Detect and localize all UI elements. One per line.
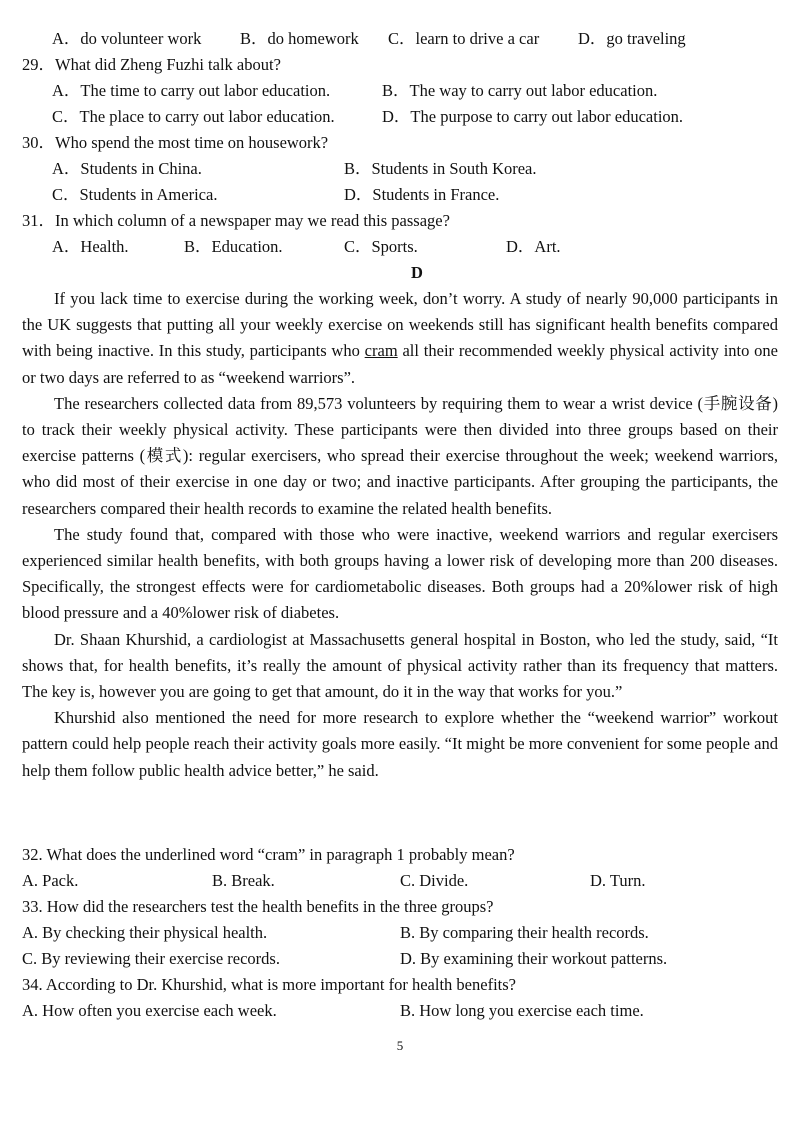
q33-option-a: A. By checking their physical health.: [22, 923, 268, 942]
q33-stem: 33. How did the researchers test the health benefits in the three groups?: [22, 897, 494, 916]
q33-option-d: D. By examining their workout patterns.: [400, 949, 668, 968]
q32-option-d: D. Turn.: [590, 871, 646, 890]
q28-option-c: C．learn to drive a car: [388, 29, 540, 48]
q32-option-c: C. Divide.: [400, 871, 469, 890]
q30-option-a: A．Students in China.: [52, 159, 202, 178]
passage-paragraph-1: [22, 286, 778, 391]
q29-option-b: B．The way to carry out labor education.: [382, 81, 658, 100]
passage: [22, 286, 778, 784]
q30-stem: 30．Who spend the most time on housework?: [22, 133, 329, 152]
q32-option-a: A. Pack.: [22, 871, 79, 890]
q29-option-a: A．The time to carry out labor education.: [52, 81, 331, 100]
q29-option-d: D．The purpose to carry out labor education.: [382, 107, 684, 126]
page-number: 5: [396, 1038, 404, 1053]
q31-option-c: C．Sports.: [344, 237, 418, 256]
passage-paragraph-4: Dr. Shaan Khurshid, a cardiologist at Massachusetts general hospital in Boston, who led the study, said, “It shows that, for health benefits, it’s really the amount of physical activity rather than its frequency that matters. The key is, however you are going to get that amount, do it in the way that works for you.”: [22, 629, 778, 702]
q33-option-b: B. By comparing their health records.: [400, 923, 649, 942]
q30-option-b: B．Students in South Korea.: [344, 159, 537, 178]
q32-stem: 32. What does the underlined word “cram” in paragraph 1 probably mean?: [22, 845, 515, 864]
q34-option-a: A. How often you exercise each week.: [22, 1001, 277, 1020]
q29-stem: 29．What did Zheng Fuzhi talk about?: [22, 55, 281, 74]
q34-option-b: B. How long you exercise each time.: [400, 1001, 644, 1020]
q30-option-d: D．Students in France.: [344, 185, 500, 204]
q29-option-c: C．The place to carry out labor education.: [52, 107, 335, 126]
q28-option-d: D．go traveling: [578, 29, 686, 48]
p1-text-before: If you lack time to exercise during the working week, don’t worry. A study of nearly 90,000 participants in the UK suggests that putting all your weekly exercise on weekends still has significant health benefits compared with being inactive. In this study, participants who: [22, 289, 778, 361]
passage-paragraph-5: Khurshid also mentioned the need for more research to explore whether the “weekend warrior” workout pattern could help people reach their activity goals more easily. “It might be more convenient for some people and help them follow public health advice better,” he said.: [22, 708, 778, 780]
underlined-word: cram: [364, 341, 398, 361]
section-heading: D: [411, 263, 423, 282]
q31-stem: 31．In which column of a newspaper may we read this passage?: [22, 211, 450, 230]
q32-option-b: B. Break.: [212, 871, 275, 890]
q30-option-c: C．Students in America.: [52, 185, 218, 204]
passage-paragraph-3: The study found that, compared with those who were inactive, weekend warriors and regular exercisers experienced similar health benefits, with both groups having a lower risk of developing more than 200 diseases. Specifically, the strongest effects were for cardiometabolic diseases. Both groups had a 20%lower risk of high blood pressure and a 40%lower risk of diabetes.: [22, 524, 778, 623]
q28-option-a: A．do volunteer work: [52, 29, 202, 48]
q33-option-c: C. By reviewing their exercise records.: [22, 949, 280, 968]
p1-text-after: all their recommended weekly physical activity into one or two days are referred to as “weekend warriors”.: [22, 341, 778, 387]
passage-paragraph-2: The researchers collected data from 89,573 volunteers by requiring them to wear a wrist device (手腕设备) to track their weekly physical activity. These participants were then divided into three groups based on their exercise patterns (模式): regular exercisers, who spread their exercise throughout the week; weekend warriors, who did most of their exercise in one day or two; and inactive participants. After grouping the participants, the researchers compared their health records to examine the related health benefits.: [22, 393, 778, 518]
q28-option-b: B．do homework: [240, 29, 359, 48]
q31-option-a: A．Health.: [52, 237, 129, 256]
q31-option-d: D．Art.: [506, 237, 561, 256]
q34-stem: 34. According to Dr. Khurshid, what is more important for health benefits?: [22, 975, 516, 994]
q31-option-b: B．Education.: [184, 237, 283, 256]
